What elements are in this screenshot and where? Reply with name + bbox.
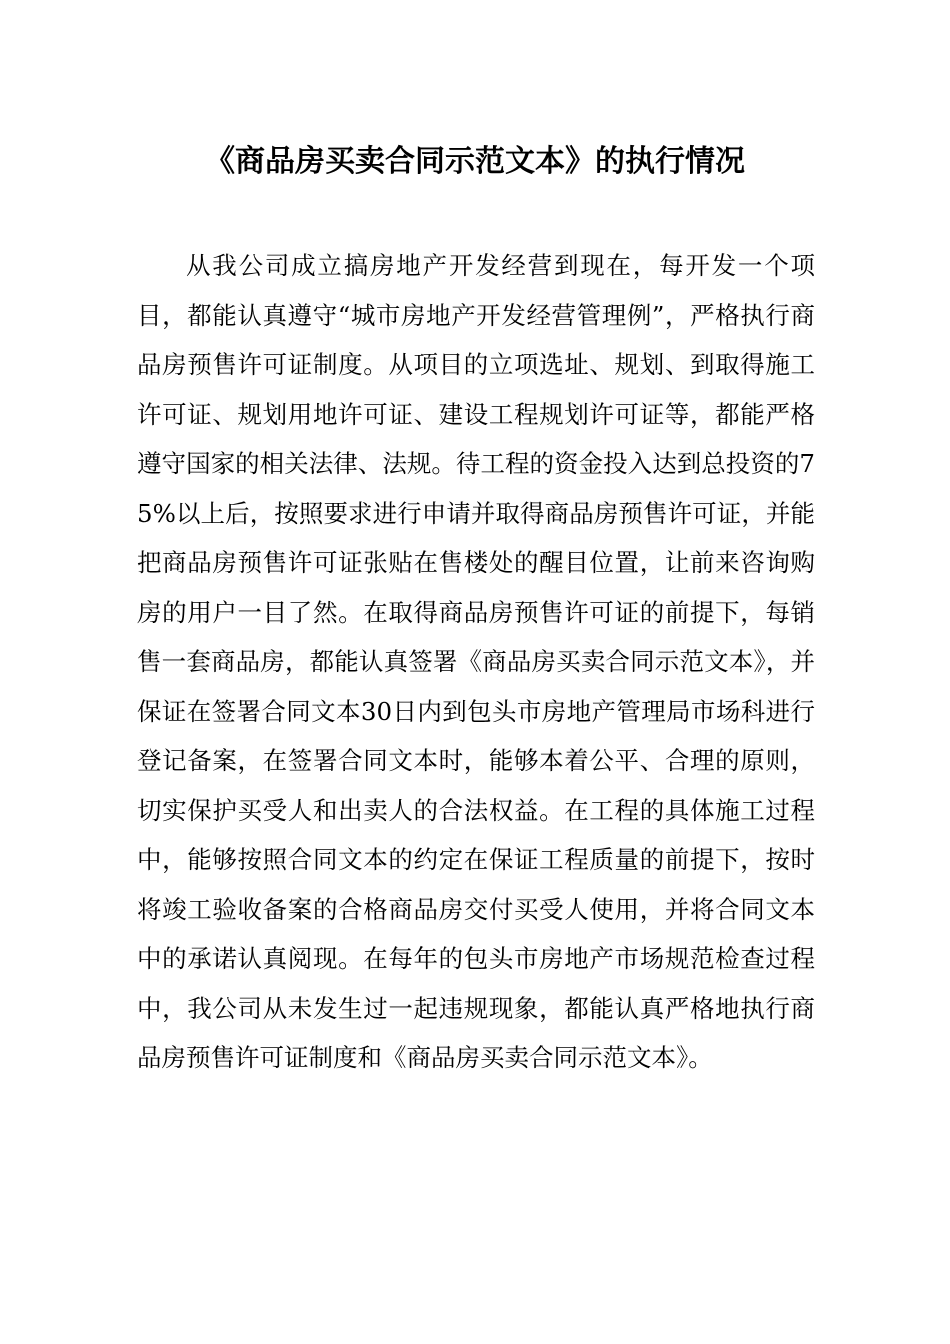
document-title: 《商品房买卖合同示范文本》的执行情况 [205,144,745,179]
document-paragraph: 从我公司成立搞房地产开发经营到现在，每开发一个项目，都能认真遵守“城市房地产开发经营管理例”，严格执行商品房预售许可证制度。从项目的立项选址、规划、到取得施工许可证、规划用地许可证、建设工程规划许可证等，都能严格遵守国家的相关法律、法规。待工程的资金投入达到总投资的75%以上后，按照要求进行申请并取得商品房预售许可证，并能把商品房预售许可证张贴在售楼处的醒目位置，让前来咨询购房的用户一目了然。在取得商品房预售许可证的前提下，每销售一套商品房，都能认真签署《商品房买卖合同示范文本》，并保证在签署合同文本30日内到包头市房地产管理局市场科进行登记备案，在签署合同文本时，能够本着公平、合理的原则，切实保护买受人和出卖人的合法权益。在工程的具体施工过程中，能够按照合同文本的约定在保证工程质量的前提下，按时将竣工验收备案的合格商品房交付买受人使用，并将合同文本中的承诺认真阅现。在每年的包头市房地产市场规范检查过程中，我公司从未发生过一起违规现象，都能认真严格地执行商品房预售许可证制度和《商品房买卖合同示范文本》。 [137,251,815,1072]
